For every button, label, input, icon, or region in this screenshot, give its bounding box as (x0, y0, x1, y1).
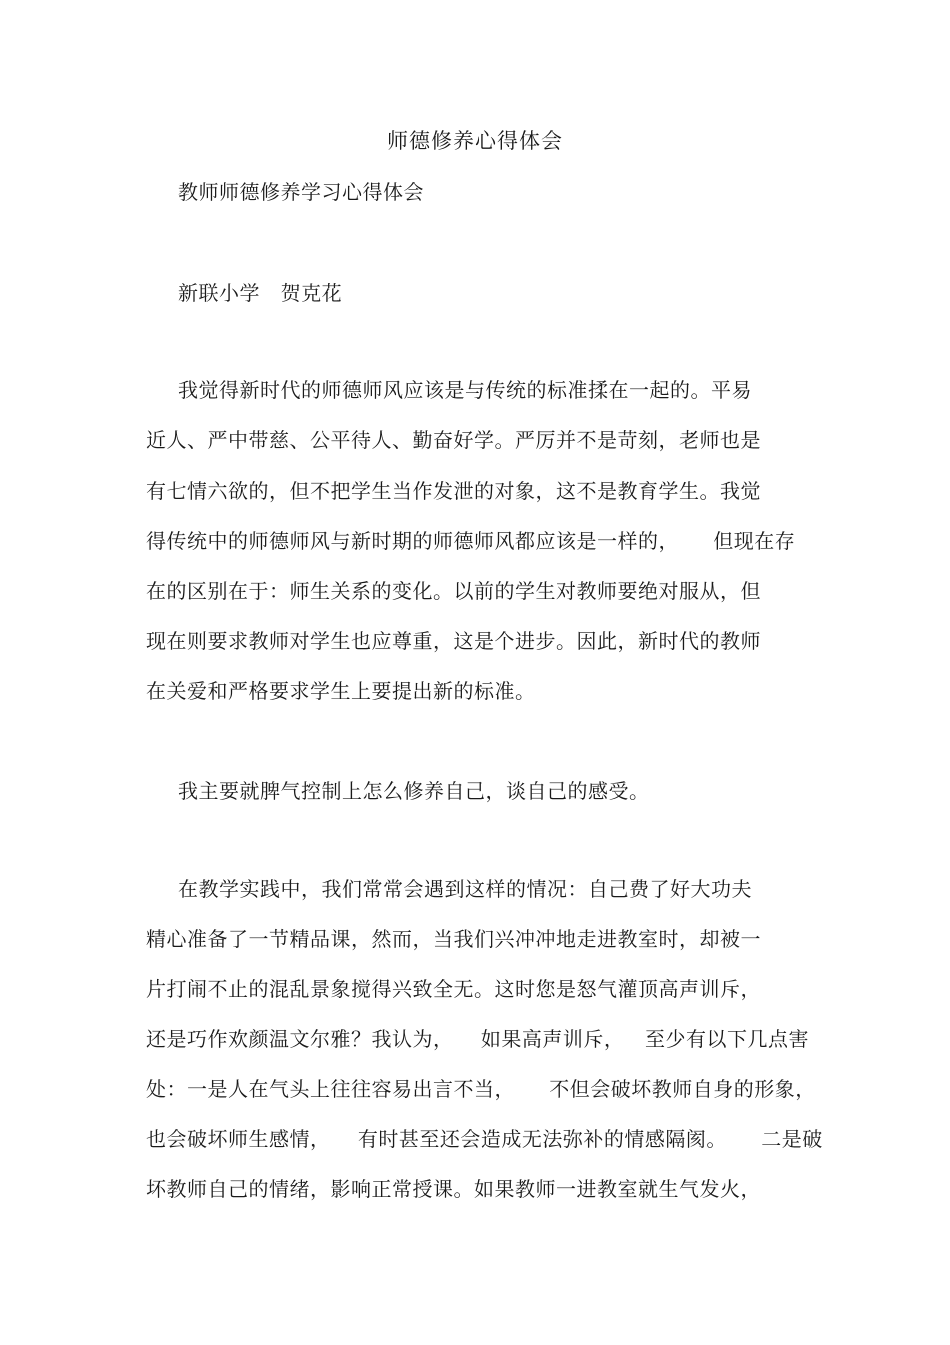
paragraph-line: 得传统中的师德师风与新时期的师德师风都应该是一样的， 但现在存 (146, 529, 796, 553)
paragraph-line: 精心准备了一节精品课，然而，当我们兴冲冲地走进教室时，却被一 (146, 927, 761, 951)
paragraph-line: 有七情六欲的，但不把学生当作发泄的对象，这不是教育学生。我觉 (146, 479, 761, 503)
paragraph-line: 我主要就脾气控制上怎么修养自己，谈自己的感受。 (178, 779, 650, 803)
paragraph-line: 在教学实践中，我们常常会遇到这样的情况：自己费了好大功夫 (178, 877, 752, 901)
paragraph-line: 还是巧作欢颜温文尔雅？我认为， 如果高声训斥， 至少有以下几点害 (146, 1027, 810, 1051)
paragraph-line: 在关爱和严格要求学生上要提出新的标准。 (146, 679, 536, 703)
paragraph-line: 也会破坏师生感情， 有时甚至还会造成无法弥补的情感隔阂。 二是破 (146, 1127, 823, 1151)
paragraph-line: 现在则要求教师对学生也应尊重，这是个进步。因此，新时代的教师 (146, 629, 761, 653)
paragraph-line: 近人、严中带慈、公平待人、勤奋好学。严厉并不是苛刻，老师也是 (146, 428, 761, 452)
paragraph-line: 处：一是人在气头上往往容易出言不当， 不但会破坏教师自身的形象， (146, 1077, 816, 1101)
paragraph-line: 在的区别在于：师生关系的变化。以前的学生对教师要绝对服从，但 (146, 579, 761, 603)
paragraph-line: 片打闹不止的混乱景象搅得兴致全无。这时您是怒气灌顶高声训斥， (146, 977, 761, 1001)
paragraph-line: 我觉得新时代的师德师风应该是与传统的标准揉在一起的。平易 (178, 378, 752, 402)
document-subtitle: 教师师德修养学习心得体会 (178, 180, 424, 204)
document-title: 师德修养心得体会 (387, 129, 563, 153)
author-line: 新联小学 贺克花 (178, 281, 343, 305)
paragraph-line: 坏教师自己的情绪，影响正常授课。如果教师一进教室就生气发火， (146, 1177, 761, 1201)
